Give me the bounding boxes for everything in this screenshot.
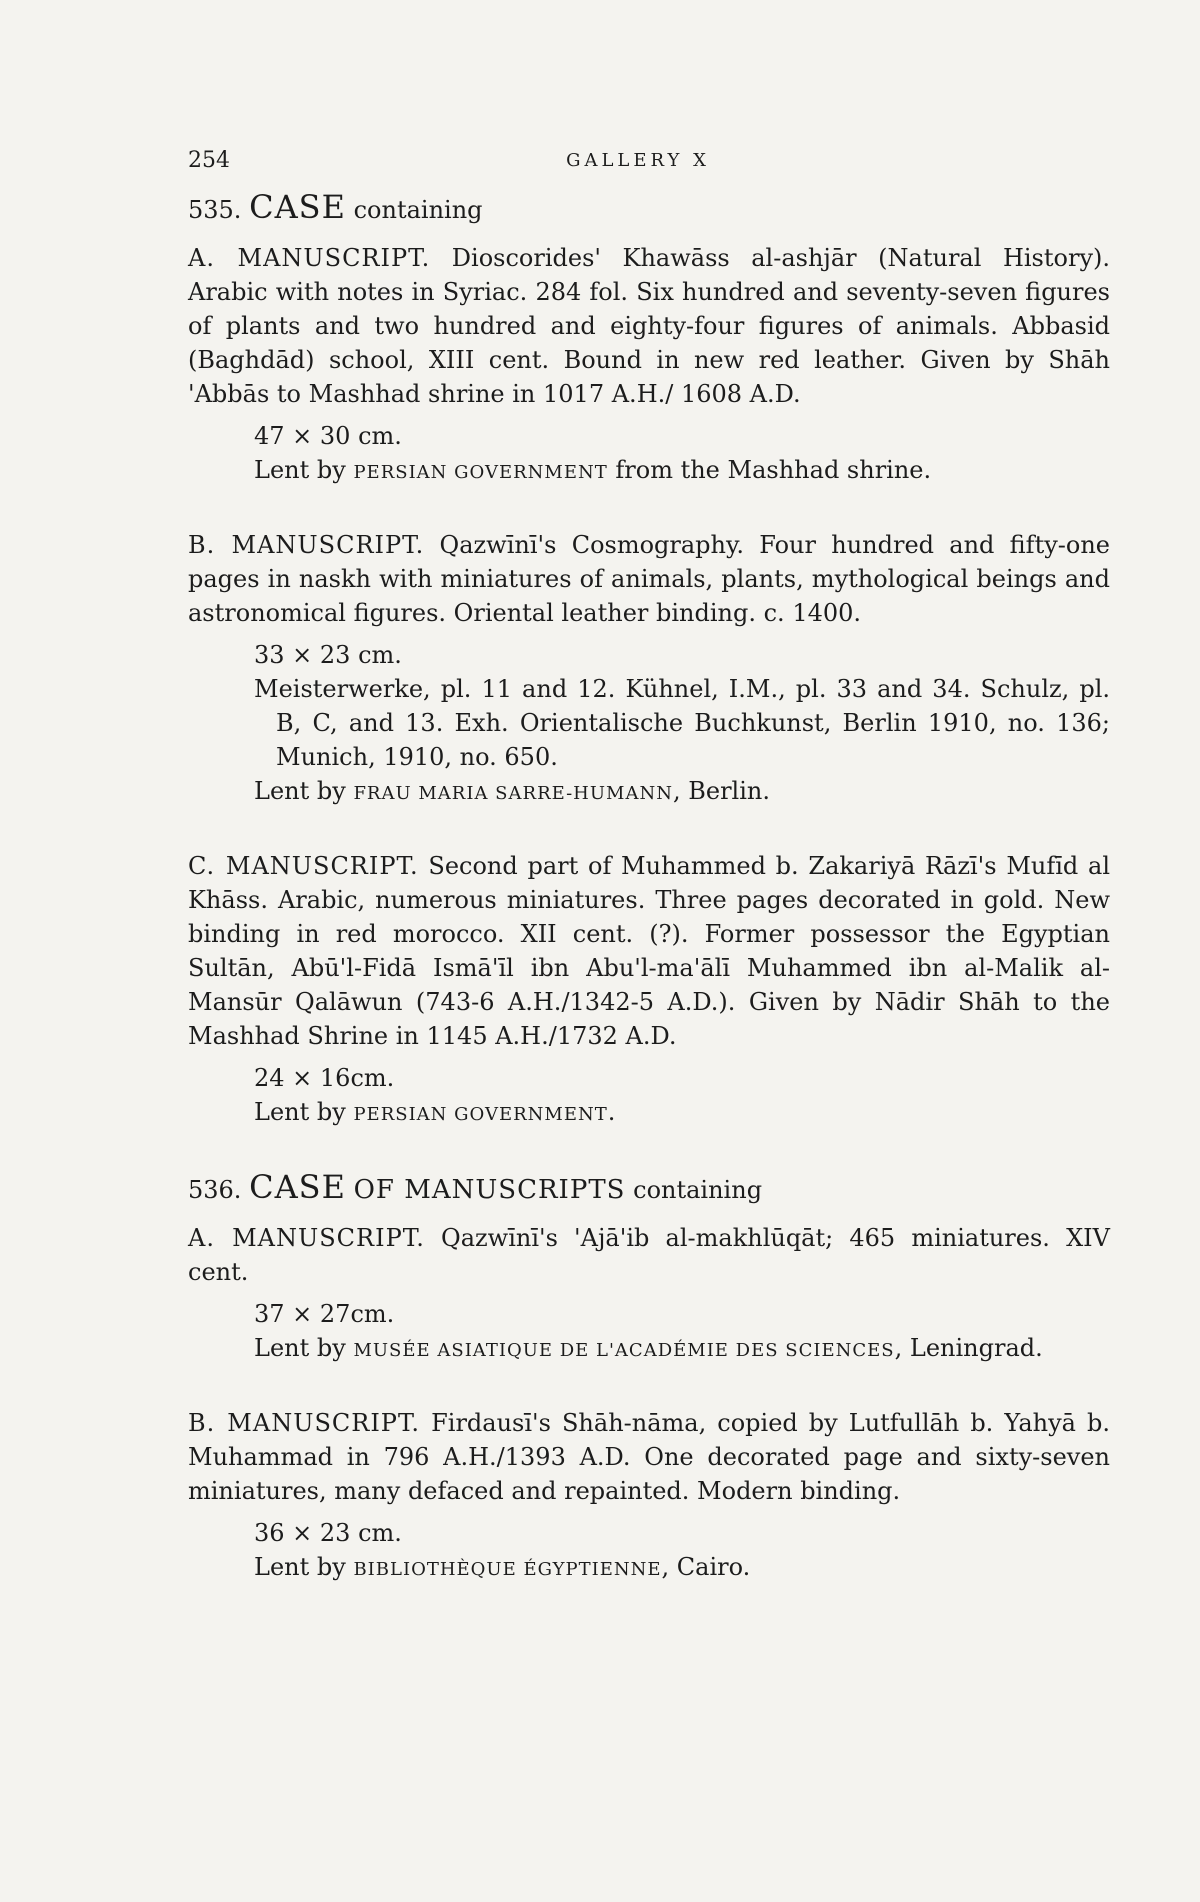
entry-label: B. MANUSCRIPT. xyxy=(188,1409,421,1437)
entry-text: Second part of Muhammed b. Zakariyā Rāzī's Mufīd al Khāss. Arabic, numerous miniatures. Three pages decorated in gold. New binding in red morocco. XII cent. (?). Former possessor the Egyptian Sultān, Abū'l-Fidā Ismā'īl ibn Abu'l-ma'ālī Muhammed ibn al-Malik al-Mansūr Qalāwun (743-6 A.H./1342-5 A.D.). Given by Nādir Shāh to the Mashhad Shrine in 1145 A.H./1732 A.D. xyxy=(188,852,1111,1050)
entry-label: C. MANUSCRIPT. xyxy=(188,852,419,880)
page-content xyxy=(188,190,1110,1625)
case-heading-mid: OF MANUSCRIPTS xyxy=(353,1175,626,1205)
entry-body xyxy=(188,1221,1110,1289)
entry-dimensions: 37 × 27cm. xyxy=(254,1300,395,1328)
entry-text: Dioscorides' Khawāss al-ashjār (Natural History). Arabic with notes in Syriac. 284 fol. Six hundred and seventy-seven figures of plants and two hundred and eighty-four figures of animals. Abbasid (Baghdād) school, XIII cent. Bound in new red leather. Given by Shāh 'Abbās to Mashhad shrine in 1017 A.H./ 1608 A.D. xyxy=(188,244,1110,408)
page-header xyxy=(188,148,1088,178)
lender-name: PERSIAN GOVERNMENT xyxy=(353,462,608,483)
entry-535-b xyxy=(188,528,1110,811)
entry-lender xyxy=(188,1331,1110,1368)
entry-body xyxy=(188,1406,1110,1508)
lender-prefix: Lent by xyxy=(254,1553,346,1581)
entry-535-a xyxy=(188,241,1110,490)
lender-suffix: , Cairo. xyxy=(661,1553,751,1581)
entry-dimensions: 47 × 30 cm. xyxy=(254,422,402,450)
entry-dimensions: 33 × 23 cm. xyxy=(254,641,402,669)
entry-lender xyxy=(188,453,1110,490)
lender-name: FRAU MARIA SARRE-HUMANN xyxy=(353,783,673,804)
case-number: 535. xyxy=(188,196,242,224)
entry-536-b xyxy=(188,1406,1110,1587)
entry-536-a xyxy=(188,1221,1110,1368)
entry-text: Qazwīnī's Cosmography. Four hundred and fifty-one pages in naskh with miniatures of animals, plants, mythological beings and astronomical figures. Oriental leather binding. c. 1400. xyxy=(188,531,1110,627)
entry-dimensions: 24 × 16cm. xyxy=(254,1064,395,1092)
lender-prefix: Lent by xyxy=(254,777,346,805)
entry-reference: Meisterwerke, pl. 11 and 12. Kühnel, I.M., pl. 33 and 34. Schulz, pl. B, C, and 13. Exh. Orientalische Buchkunst, Berlin 1910, no. 136; Munich, 1910, no. 650. xyxy=(254,675,1110,771)
case-536-heading xyxy=(188,1170,1110,1207)
case-heading-rest: containing xyxy=(633,1176,763,1204)
lender-prefix: Lent by xyxy=(254,1098,346,1126)
entry-text: Firdausī's Shāh-nāma, copied by Lutfullāh b. Yahyā b. Muhammad in 796 A.H./1393 A.D. One decorated page and sixty-seven miniatures, many defaced and repainted. Modern binding. xyxy=(188,1409,1110,1505)
entry-label: A. MANUSCRIPT. xyxy=(188,1224,425,1252)
case-heading-rest: containing xyxy=(353,196,483,224)
lender-prefix: Lent by xyxy=(254,1334,346,1362)
case-word: CASE xyxy=(249,1168,346,1206)
entry-body xyxy=(188,528,1110,630)
lender-suffix: , Berlin. xyxy=(672,777,770,805)
case-number: 536. xyxy=(188,1176,242,1204)
entry-dimensions: 36 × 23 cm. xyxy=(254,1519,402,1547)
lender-name: MUSÉE ASIATIQUE DE L'ACADÉMIE DES SCIENCES xyxy=(353,1340,895,1361)
lender-name: BIBLIOTHÈQUE ÉGYPTIENNE xyxy=(353,1559,662,1580)
entry-lender xyxy=(188,1095,1110,1132)
lender-prefix: Lent by xyxy=(254,456,346,484)
lender-name: PERSIAN GOVERNMENT xyxy=(353,1104,608,1125)
lender-suffix: from the Mashhad shrine. xyxy=(615,456,932,484)
entry-body xyxy=(188,849,1110,1053)
running-title: GALLERY X xyxy=(566,150,710,171)
entry-lender xyxy=(188,1550,1110,1587)
lender-suffix: , Leningrad. xyxy=(894,1334,1043,1362)
case-word: CASE xyxy=(249,188,346,226)
entry-text: Qazwīnī's 'Ajā'ib al-makhlūqāt; 465 miniatures. XIV cent. xyxy=(188,1224,1110,1286)
page-number: 254 xyxy=(188,148,230,173)
lender-suffix: . xyxy=(607,1098,616,1126)
entry-body xyxy=(188,241,1110,411)
entry-lender xyxy=(188,774,1110,811)
entry-535-c xyxy=(188,849,1110,1132)
entry-label: A. MANUSCRIPT. xyxy=(188,244,431,272)
case-535-heading xyxy=(188,190,1110,227)
entry-label: B. MANUSCRIPT. xyxy=(188,531,425,559)
